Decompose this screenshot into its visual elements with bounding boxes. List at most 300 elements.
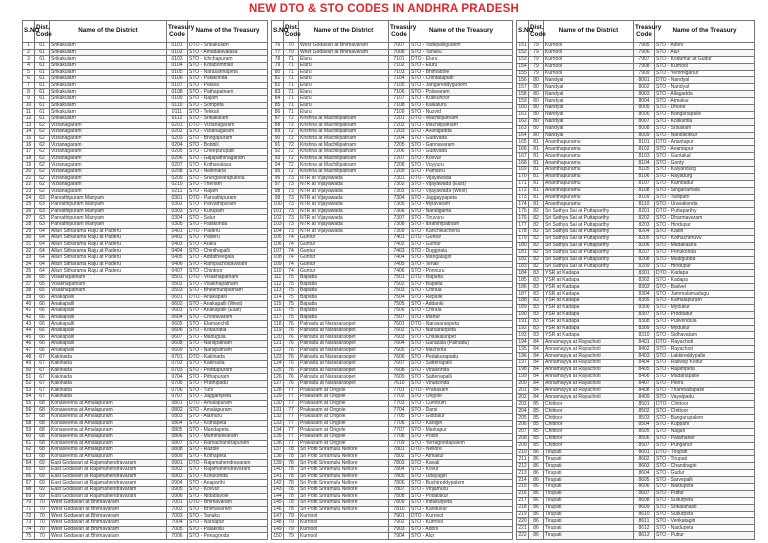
table-cell: 67 bbox=[35, 367, 50, 374]
table-cell: 0901 bbox=[167, 460, 188, 467]
table-cell: 84 bbox=[272, 96, 284, 103]
table-cell: STO - Nagari bbox=[655, 428, 755, 435]
table-cell: Tirupati bbox=[544, 532, 634, 540]
table-cell: 187 bbox=[518, 290, 527, 297]
table-row bbox=[272, 135, 513, 142]
table-cell: STO - Avanigadda bbox=[410, 129, 513, 136]
table-cell: Ananthapuramu bbox=[544, 187, 634, 194]
table-cell: 78 bbox=[284, 506, 299, 513]
table-cell: STO - Elamanchili bbox=[188, 321, 268, 328]
table-cell: STO - Gudivada bbox=[410, 135, 513, 142]
table-cell: 86 bbox=[529, 484, 544, 491]
table-cell: 7503 bbox=[389, 288, 410, 295]
table-cell: STO - Vinukonda bbox=[410, 367, 513, 374]
table-cell: 83 bbox=[529, 291, 544, 298]
table-cell: Nandyal bbox=[544, 84, 634, 91]
table-cell: STO - Kothapeta bbox=[188, 420, 268, 427]
table-cell: 77 bbox=[284, 420, 299, 427]
table-cell: STO - Rayachoti bbox=[655, 346, 755, 353]
table-cell: Srikakulam bbox=[50, 115, 167, 122]
table-cell: 119 bbox=[272, 327, 284, 334]
table-row bbox=[23, 135, 268, 142]
table-cell: 75 bbox=[284, 301, 299, 308]
table-cell: Konaseema at Amalapuram bbox=[50, 440, 167, 447]
table-cell: 69 bbox=[23, 493, 35, 500]
table-cell: 63 bbox=[35, 221, 50, 228]
table-cell: 8607 bbox=[634, 490, 655, 497]
table-cell: 8303 bbox=[634, 284, 655, 291]
table-cell: STO - Puttur bbox=[655, 490, 755, 497]
table-cell: 68 bbox=[35, 440, 50, 447]
table-cell: 81 bbox=[529, 160, 544, 167]
table-cell: 7701 bbox=[389, 387, 410, 394]
table-cell: 0208 bbox=[167, 168, 188, 175]
table-cell: 72 bbox=[284, 142, 299, 149]
table-row bbox=[272, 453, 513, 460]
table-cell: 64 bbox=[35, 248, 50, 255]
table-cell: 0103 bbox=[167, 56, 188, 63]
table-cell: STO - Yerragondapalem bbox=[410, 440, 513, 447]
table-cell: 8001 bbox=[634, 77, 655, 84]
table-cell: 0803 bbox=[167, 414, 188, 421]
table-cell: 198 bbox=[518, 366, 527, 373]
table-cell: 97 bbox=[272, 182, 284, 189]
table-cell: 78 bbox=[284, 467, 299, 474]
table-cell: 17 bbox=[23, 149, 35, 156]
table-cell: Kakinada bbox=[50, 367, 167, 374]
table-cell: 84 bbox=[529, 373, 544, 380]
table-cell: 66 bbox=[23, 473, 35, 480]
table-cell: 150 bbox=[273, 532, 282, 539]
table-cell: 64 bbox=[35, 268, 50, 275]
table-cell: 84 bbox=[529, 380, 544, 387]
table-cell: 40 bbox=[23, 301, 35, 308]
table-cell: 108 bbox=[273, 254, 282, 261]
table-cell: STO - Kavali bbox=[410, 460, 513, 467]
table-cell: Sri Sathya Sai at Puttaparthy bbox=[544, 256, 634, 263]
table-cell: STO - Hindupur bbox=[655, 222, 755, 229]
table-cell: 8307 bbox=[634, 311, 655, 318]
table-cell: 78 bbox=[284, 447, 299, 454]
table-cell: 133 bbox=[273, 419, 282, 426]
table-cell: East Godavari at Rajamahendravaram bbox=[50, 493, 167, 500]
table-cell: 79 bbox=[284, 520, 299, 527]
title-bar bbox=[0, 0, 768, 18]
table-cell: 0207 bbox=[167, 162, 188, 169]
table-row bbox=[272, 473, 513, 480]
table-cell: Annamayya at Rayachoti bbox=[544, 387, 634, 394]
table-cell: STO - Chandragiri bbox=[655, 463, 755, 470]
table-row bbox=[517, 525, 755, 532]
table-cell: 81 bbox=[529, 139, 544, 146]
table-cell: 7308 bbox=[389, 221, 410, 228]
table-cell: 77 bbox=[284, 427, 299, 434]
table-cell: 0703 bbox=[167, 367, 188, 374]
table-cell: 66 bbox=[35, 314, 50, 321]
table-cell: Konaseema at Amalapuram bbox=[50, 420, 167, 427]
table-cell: 105 bbox=[273, 234, 282, 241]
table-cell: 63 bbox=[23, 453, 35, 460]
table-cell: 36 bbox=[23, 274, 35, 281]
table-cell: 214 bbox=[518, 476, 527, 483]
table-cell: Prakasam at Ongole bbox=[299, 420, 389, 427]
table-row bbox=[272, 486, 513, 493]
table-cell: Tirupati bbox=[544, 497, 634, 504]
table-cell: 8404 bbox=[634, 359, 655, 366]
table-cell: 138 bbox=[273, 453, 282, 460]
codes-table-1 bbox=[22, 20, 268, 540]
table-cell: 7 bbox=[23, 82, 35, 89]
table-cell: 164 bbox=[518, 132, 527, 139]
table-cell: 86 bbox=[529, 532, 544, 540]
table-cell: 162 bbox=[518, 118, 527, 125]
table-cell: Bapatla bbox=[299, 281, 389, 288]
table-cell: 92 bbox=[272, 149, 284, 156]
table-cell: 82 bbox=[529, 242, 544, 249]
table-cell: 190 bbox=[518, 311, 527, 318]
table-cell: 30 bbox=[23, 235, 35, 242]
table-cell: 7504 bbox=[389, 294, 410, 301]
column-header: Treasury Code bbox=[389, 21, 410, 43]
table-cell: 8409 bbox=[634, 394, 655, 401]
table-cell: STO - Tiruvuru bbox=[410, 215, 513, 222]
table-cell: 0406 bbox=[167, 261, 188, 268]
table-cell: Eluru bbox=[299, 96, 389, 103]
table-cell: West Godavari at Bhimavaram bbox=[50, 513, 167, 520]
table-row bbox=[272, 347, 513, 354]
table-cell: 62 bbox=[35, 155, 50, 162]
table-cell: Chittoor bbox=[544, 408, 634, 415]
table-cell: 7205 bbox=[389, 142, 410, 149]
table-cell: 72 bbox=[284, 149, 299, 156]
table-cell: STO - Kadiri bbox=[655, 229, 755, 236]
table-cell: Vizianagaram bbox=[50, 122, 167, 129]
table-cell: 8310 bbox=[634, 332, 655, 339]
table-cell: DTO - Nellore bbox=[410, 447, 513, 454]
table-cell: 7706 bbox=[389, 420, 410, 427]
table-cell: 65 bbox=[35, 281, 50, 288]
table-cell: 62 bbox=[35, 149, 50, 156]
table-cell: STO - Kuppam bbox=[655, 421, 755, 428]
table-cell: DTO - Chittoor bbox=[655, 401, 755, 408]
table-cell: DTO - Anakapalli bbox=[188, 294, 268, 301]
table-cell: Eluru bbox=[299, 109, 389, 116]
table-cell: 8008 bbox=[634, 125, 655, 132]
table-cell: 61 bbox=[35, 56, 50, 63]
table-cell: 176 bbox=[518, 214, 527, 221]
table-cell: 61 bbox=[35, 102, 50, 109]
table-cell: 0601 bbox=[167, 294, 188, 301]
table-cell: 132 bbox=[273, 413, 282, 420]
table-cell: Krishna at Machilipatnam bbox=[299, 142, 389, 149]
table-cell: DTO - Anantapur bbox=[655, 139, 755, 146]
table-row bbox=[272, 221, 513, 228]
table-cell: STO - Tanuku bbox=[410, 49, 513, 56]
table-cell: 0201 bbox=[167, 122, 188, 129]
table-cell: DTO - Vijayawada bbox=[410, 175, 513, 182]
table-cell: STO - Gajapathinagaram bbox=[188, 155, 268, 162]
table-cell: 0603 bbox=[167, 308, 188, 315]
table-cell: 84 bbox=[529, 359, 544, 366]
table-cell: 3 bbox=[23, 56, 35, 63]
table-cell: 8601 bbox=[634, 449, 655, 456]
table-row bbox=[272, 314, 513, 321]
table-cell: 70 bbox=[35, 526, 50, 533]
column-header: Name of the District bbox=[299, 21, 389, 43]
table-cell: STO - Proddatur bbox=[655, 311, 755, 318]
table-cell: 122 bbox=[273, 347, 282, 354]
table-cell: Kakinada bbox=[50, 387, 167, 394]
table-row bbox=[517, 408, 755, 415]
table-cell: Parvathipuram Manyam bbox=[50, 215, 167, 222]
table-cell: 78 bbox=[284, 460, 299, 467]
table-cell: STO - Vuyyuru bbox=[410, 162, 513, 169]
header-row bbox=[517, 21, 755, 43]
table-row bbox=[517, 146, 755, 153]
table-row bbox=[517, 194, 755, 201]
table-cell: Konaseema at Amalapuram bbox=[50, 414, 167, 421]
table-cell: 7404 bbox=[389, 255, 410, 262]
table-cell: STO - Ponnuru bbox=[410, 268, 513, 275]
table-cell: 8613 bbox=[634, 532, 655, 540]
table-cell: 81 bbox=[272, 76, 284, 83]
table-cell: STO - Punganur bbox=[655, 442, 755, 449]
table-cell: Tirupati bbox=[544, 484, 634, 491]
table-cell: 67 bbox=[35, 394, 50, 401]
table-cell: STO - Gannavaram bbox=[410, 142, 513, 149]
table-cell: STO - Vayalpadu bbox=[655, 394, 755, 401]
table-cell: 155 bbox=[518, 70, 527, 76]
table-cell: 71 bbox=[284, 102, 299, 109]
table-cell: 0301 bbox=[167, 195, 188, 202]
table-cell: 0403 bbox=[167, 241, 188, 248]
table-cell: 71 bbox=[284, 76, 299, 83]
table-cell: STO - Narsipatnam bbox=[188, 341, 268, 348]
table-cell: 66 bbox=[35, 308, 50, 315]
table-cell: 8 bbox=[23, 89, 35, 96]
table-cell: 0804 bbox=[167, 420, 188, 427]
table-cell: 68 bbox=[35, 400, 50, 407]
table-cell: 7203 bbox=[389, 129, 410, 136]
table-cell: 61 bbox=[35, 69, 50, 76]
table-cell: 82 bbox=[529, 249, 544, 256]
table-cell: 86 bbox=[529, 511, 544, 518]
table-cell: 76 bbox=[284, 374, 299, 381]
table-cell: Sri Potti Sriramulu Nellore bbox=[299, 486, 389, 493]
table-cell: STO - Kandukur bbox=[410, 506, 513, 513]
table-cell: 0305 bbox=[167, 221, 188, 228]
table-cell: Krishna at Machilipatnam bbox=[299, 129, 389, 136]
table-cell: Srikakulam bbox=[50, 43, 167, 50]
table-cell: Annamayya at Rayachoti bbox=[544, 373, 634, 380]
table-cell: 8109 bbox=[634, 194, 655, 201]
table-cell: 167 bbox=[518, 152, 527, 159]
table-cell: 69 bbox=[35, 467, 50, 474]
table-cell: 151 bbox=[518, 42, 527, 49]
table-cell: 202 bbox=[518, 393, 527, 400]
table-cell: West Godavari at Bhimavaram bbox=[50, 526, 167, 533]
table-cell: 186 bbox=[518, 283, 527, 290]
table-cell: Ananthapuramu bbox=[544, 194, 634, 201]
table-cell: DTO - Paderu bbox=[188, 228, 268, 235]
table-cell: 61 bbox=[35, 76, 50, 83]
table-cell: 98 bbox=[272, 188, 284, 195]
table-cell: Palnadu at Narasaraopet bbox=[299, 361, 389, 368]
table-cell: 12 bbox=[23, 115, 35, 122]
table-cell: STO - Chintalapudi bbox=[410, 76, 513, 83]
table-cell: Kakinada bbox=[50, 394, 167, 401]
table-cell: Srikakulam bbox=[50, 109, 167, 116]
table-cell: 134 bbox=[273, 426, 282, 433]
table-cell: STO - Udayagiri bbox=[410, 473, 513, 480]
table-cell: 7402 bbox=[389, 241, 410, 248]
table-cell: 82 bbox=[529, 208, 544, 215]
table-cell: STO - Repalle bbox=[410, 294, 513, 301]
table-cell: STO - Rayadurg bbox=[655, 173, 755, 180]
table-cell: 14 bbox=[23, 129, 35, 136]
table-cell: 38 bbox=[23, 288, 35, 295]
table-cell: STO - Martur bbox=[410, 314, 513, 321]
table-row bbox=[272, 533, 513, 540]
table-cell: 116 bbox=[272, 308, 284, 315]
column-header: S.NO bbox=[23, 21, 35, 43]
table-cell: 67 bbox=[35, 374, 50, 381]
table-cell: 32 bbox=[23, 248, 35, 255]
table-cell: Sri Sathya Sai at Puttaparthy bbox=[544, 215, 634, 222]
table-cell: 71 bbox=[284, 89, 299, 96]
table-cell: 83 bbox=[529, 332, 544, 339]
table-row bbox=[517, 387, 755, 394]
table-cell: 66 bbox=[35, 301, 50, 308]
table-cell: STO - Madugula bbox=[188, 334, 268, 341]
table-row bbox=[517, 442, 755, 449]
table-cell: 74 bbox=[284, 241, 299, 248]
table-row bbox=[23, 314, 268, 321]
table-cell: 143 bbox=[273, 486, 282, 493]
table-cell: STO - Sarvepalli bbox=[655, 477, 755, 484]
table-cell: 7305 bbox=[389, 202, 410, 209]
table-cell: 83 bbox=[529, 325, 544, 332]
table-cell: Eluru bbox=[299, 82, 389, 89]
table-cell: 83 bbox=[529, 304, 544, 311]
table-cell: Chittoor bbox=[544, 435, 634, 442]
table-cell: 0902 bbox=[167, 467, 188, 474]
table-cell: Bapatla bbox=[299, 314, 389, 321]
table-cell: STO - Gurazala (Palnadu) bbox=[410, 341, 513, 348]
table-cell: STO - Naidupeta bbox=[655, 525, 755, 532]
table-cell: 79 bbox=[529, 56, 544, 63]
table-cell: 163 bbox=[518, 125, 527, 132]
table-cell: 76 bbox=[284, 367, 299, 374]
table-cell: 7902 bbox=[389, 520, 410, 527]
table-cell: 144 bbox=[273, 492, 282, 499]
table-cell: Prakasam at Ongole bbox=[299, 433, 389, 440]
column-header: S.NO bbox=[517, 21, 529, 43]
table-cell: Nandyal bbox=[544, 125, 634, 132]
table-cell: Chittoor bbox=[544, 415, 634, 422]
table-row bbox=[23, 506, 268, 513]
table-cell: 80 bbox=[529, 77, 544, 84]
table-cell: 8305 bbox=[634, 297, 655, 304]
table-cell: 171 bbox=[518, 180, 527, 187]
table-cell: Tirupati bbox=[544, 518, 634, 525]
table-cell: Vizianagaram bbox=[50, 168, 167, 175]
table-cell: DTO - Eluru bbox=[410, 56, 513, 63]
table-cell: 8103 bbox=[634, 153, 655, 160]
table-cell: STO - Sullurpeta bbox=[655, 497, 755, 504]
table-cell: Kurnool bbox=[299, 513, 389, 520]
table-cell: Kurnool bbox=[299, 533, 389, 540]
table-cell: 61 bbox=[35, 82, 50, 89]
table-cell: 96 bbox=[272, 175, 284, 182]
table-cell: 8309 bbox=[634, 325, 655, 332]
table-cell: 8304 bbox=[634, 291, 655, 298]
table-cell: 76 bbox=[284, 334, 299, 341]
table-cell: 86 bbox=[529, 477, 544, 484]
table-row bbox=[23, 49, 268, 56]
table-cell: 67 bbox=[35, 387, 50, 394]
table-cell: STO - Bobbili bbox=[188, 142, 268, 149]
table-cell: 6 bbox=[23, 76, 35, 83]
table-blocks bbox=[22, 20, 766, 540]
table-row bbox=[517, 256, 755, 263]
table-cell: STO - Kukkunoor bbox=[410, 96, 513, 103]
table-cell: 62 bbox=[23, 447, 35, 454]
table-row bbox=[517, 325, 755, 332]
table-cell: 80 bbox=[529, 84, 544, 91]
table-cell: 7601 bbox=[389, 321, 410, 328]
table-cell: Srikakulam bbox=[50, 49, 167, 56]
table-cell: 0905 bbox=[167, 486, 188, 493]
table-cell: 73 bbox=[284, 208, 299, 215]
table-cell: 86 bbox=[529, 497, 544, 504]
table-cell: Palnadu at Narasaraopet bbox=[299, 327, 389, 334]
table-cell: Prakasam at Ongole bbox=[299, 427, 389, 434]
table-cell: 75 bbox=[284, 281, 299, 288]
table-cell: STO - Cumbum bbox=[410, 400, 513, 407]
table-cell: Tirupati bbox=[544, 456, 634, 463]
table-cell: STO - Kurnool bbox=[655, 63, 755, 70]
table-cell: STO - Adoni bbox=[655, 43, 755, 50]
table-cell: 0107 bbox=[167, 82, 188, 89]
table-cell: STO - Hindupur bbox=[655, 263, 755, 270]
table-cell: 7806 bbox=[389, 480, 410, 487]
table-cell: 73 bbox=[284, 202, 299, 209]
column-header: Treasury Code bbox=[167, 21, 188, 43]
table-cell: STO - Palasa bbox=[188, 82, 268, 89]
table-cell: 60 bbox=[23, 433, 35, 440]
table-cell: STO - Salur bbox=[188, 215, 268, 222]
table-cell: Alluri Sitharama Raju at Paderu bbox=[50, 255, 167, 262]
table-cell: STO - Kurupam bbox=[188, 208, 268, 215]
table-cell: 0704 bbox=[167, 374, 188, 381]
table-cell: STO - Sattenapalli bbox=[410, 361, 513, 368]
table-cell: 8002 bbox=[634, 84, 655, 91]
table-cell: 0204 bbox=[167, 142, 188, 149]
table-cell: 149 bbox=[273, 525, 282, 532]
table-cell: 85 bbox=[272, 102, 284, 109]
table-cell: 213 bbox=[518, 469, 527, 476]
table-cell: STO - Srisailam bbox=[655, 125, 755, 132]
table-cell: 72 bbox=[284, 115, 299, 122]
table-cell: STO - Mandapeta bbox=[188, 427, 268, 434]
table-cell: 0702 bbox=[167, 361, 188, 368]
table-cell: STO - Nidadavole bbox=[188, 493, 268, 500]
table-cell: 67 bbox=[23, 480, 35, 487]
table-cell: 174 bbox=[518, 200, 527, 207]
table-cell: 71 bbox=[284, 82, 299, 89]
table-cell: Eluru bbox=[299, 62, 389, 69]
